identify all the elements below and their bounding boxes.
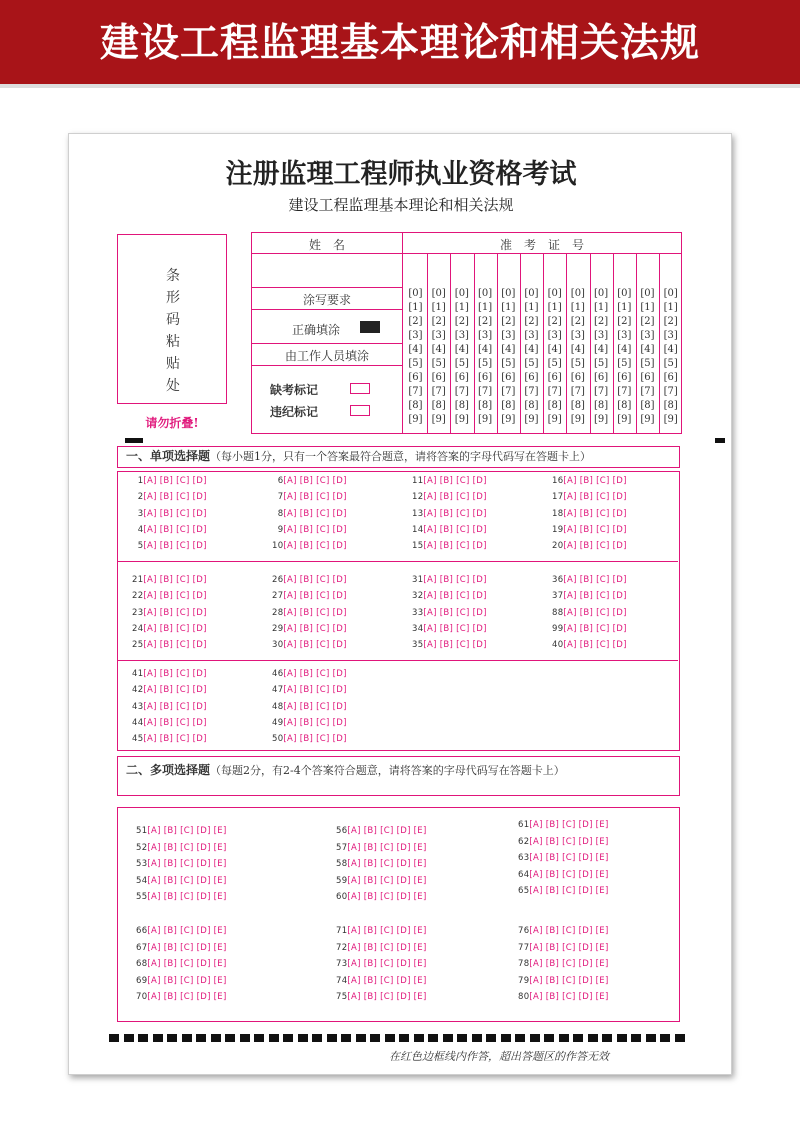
digit-bubble[interactable]: [6] xyxy=(431,372,446,383)
question-13[interactable]: 13[A] [B] [C] [D] xyxy=(412,508,487,519)
candidate-info-grid xyxy=(251,232,682,434)
digit-bubble[interactable]: [8] xyxy=(663,400,678,411)
question-21[interactable]: 21[A] [B] [C] [D] xyxy=(132,575,207,585)
digit-bubble[interactable]: [5] xyxy=(454,358,469,369)
section2-header xyxy=(117,756,680,796)
question-67[interactable]: 67[A] [B] [C] [D] [E] xyxy=(136,942,227,953)
exam-digit-column[interactable] xyxy=(566,287,589,427)
digit-bubble[interactable]: [4] xyxy=(408,344,423,355)
question-48[interactable]: 48[A] [B] [C] [D] xyxy=(272,701,347,712)
digit-bubble[interactable]: [8] xyxy=(617,400,632,411)
digit-bubble[interactable]: [9] xyxy=(454,414,469,425)
barcode-label: 条 形 码 粘 贴 处 xyxy=(166,268,180,394)
timing-mark xyxy=(312,1034,322,1042)
timing-mark xyxy=(254,1034,264,1042)
question-4[interactable]: 4[A] [B] [C] [D] xyxy=(132,524,207,535)
question-16[interactable]: 16[A] [B] [C] [D] xyxy=(552,476,627,486)
digit-bubble[interactable]: [8] xyxy=(570,400,585,411)
digit-bubble[interactable]: [8] xyxy=(524,400,539,411)
sheet-subtitle: 建设工程监理基本理论和相关法规 xyxy=(288,196,514,214)
timing-mark xyxy=(138,1034,148,1042)
question-23[interactable]: 23[A] [B] [C] [D] xyxy=(132,607,207,618)
digit-bubble[interactable]: [6] xyxy=(501,372,516,383)
question-55[interactable]: 55[A] [B] [C] [D] [E] xyxy=(136,892,227,902)
timing-mark xyxy=(660,1034,670,1042)
digit-bubble[interactable]: [2] xyxy=(454,316,469,327)
digit-bubble[interactable]: [1] xyxy=(431,302,446,313)
exam-digit-column[interactable] xyxy=(590,287,613,427)
digit-bubble[interactable]: [9] xyxy=(431,414,446,425)
question-72[interactable]: 72[A] [B] [C] [D] [E] xyxy=(336,942,427,953)
digit-bubble[interactable]: [0] xyxy=(594,288,609,299)
timing-mark xyxy=(399,1034,409,1042)
question-31[interactable]: 31[A] [B] [C] [D] xyxy=(412,575,487,585)
digit-bubble[interactable]: [4] xyxy=(640,344,655,355)
digit-bubble[interactable]: [3] xyxy=(617,330,632,341)
timing-mark xyxy=(617,1034,627,1042)
timing-mark xyxy=(515,1034,525,1042)
question-66[interactable]: 66[A] [B] [C] [D] [E] xyxy=(136,926,227,936)
question-53[interactable]: 53[A] [B] [C] [D] [E] xyxy=(136,859,227,869)
exam-digit-column[interactable] xyxy=(520,287,543,427)
digit-bubble[interactable]: [0] xyxy=(547,288,562,299)
digit-bubble[interactable]: [1] xyxy=(408,302,423,313)
timing-mark xyxy=(356,1034,366,1042)
timing-mark xyxy=(240,1034,250,1042)
digit-bubble[interactable]: [8] xyxy=(431,400,446,411)
section1-note: （每小题1分，只有一个答案最符合题意，请将答案的字母代码写在答题卡上） xyxy=(210,450,592,463)
question-65[interactable]: 65[A] [B] [C] [D] [E] xyxy=(518,886,609,896)
timing-mark xyxy=(298,1034,308,1042)
timing-mark xyxy=(559,1034,569,1042)
timing-mark xyxy=(443,1034,453,1042)
timing-mark xyxy=(196,1034,206,1042)
absent-mark-label: 缺考标记 xyxy=(270,383,319,397)
digit-bubble[interactable]: [4] xyxy=(570,344,585,355)
question-43[interactable]: 43[A] [B] [C] [D] xyxy=(132,701,207,712)
exam-digit-column[interactable] xyxy=(613,287,636,427)
fill-requirement-label: 涂写要求 xyxy=(302,293,351,307)
digit-bubble[interactable]: [7] xyxy=(617,386,632,397)
timing-mark xyxy=(109,1034,119,1042)
question-29[interactable]: 29[A] [B] [C] [D] xyxy=(272,623,347,634)
digit-bubble[interactable]: [9] xyxy=(547,414,562,425)
digit-bubble[interactable]: [6] xyxy=(524,372,539,383)
digit-bubble[interactable]: [4] xyxy=(663,344,678,355)
question-24[interactable]: 24[A] [B] [C] [D] xyxy=(132,623,207,634)
digit-bubble[interactable]: [1] xyxy=(594,302,609,313)
exam-digit-column[interactable] xyxy=(659,287,682,427)
digit-bubble[interactable]: [5] xyxy=(617,358,632,369)
digit-bubble[interactable]: [3] xyxy=(431,330,446,341)
section2-note: （每题2分，有2-4个答案符合题意，请将答案的字母代码写在答题卡上） xyxy=(210,764,565,777)
digit-bubble[interactable]: [3] xyxy=(478,330,493,341)
digit-bubble[interactable]: [3] xyxy=(501,330,516,341)
digit-bubble[interactable]: [0] xyxy=(524,288,539,299)
question-46[interactable]: 46[A] [B] [C] [D] xyxy=(272,669,347,679)
digit-bubble[interactable]: [5] xyxy=(640,358,655,369)
question-15[interactable]: 15[A] [B] [C] [D] xyxy=(412,541,487,552)
timing-mark xyxy=(414,1034,424,1042)
digit-bubble[interactable]: [4] xyxy=(478,344,493,355)
timing-mark xyxy=(182,1034,192,1042)
question-35[interactable]: 35[A] [B] [C] [D] xyxy=(412,640,487,651)
timing-mark xyxy=(428,1034,438,1042)
question-49[interactable]: 49[A] [B] [C] [D] xyxy=(272,717,347,728)
question-12[interactable]: 12[A] [B] [C] [D] xyxy=(412,492,487,503)
question-76[interactable]: 76[A] [B] [C] [D] [E] xyxy=(518,926,609,936)
name-label: 姓 名 xyxy=(308,238,345,252)
exam-digit-column[interactable] xyxy=(497,287,520,427)
digit-bubble[interactable]: [2] xyxy=(408,316,423,327)
question-6[interactable]: 6[A] [B] [C] [D] xyxy=(272,476,347,486)
timing-mark xyxy=(715,438,725,443)
digit-bubble[interactable]: [4] xyxy=(454,344,469,355)
digit-bubble[interactable]: [1] xyxy=(547,302,562,313)
no-fold-warning: 请勿折叠! xyxy=(145,416,199,430)
digit-bubble[interactable]: [9] xyxy=(594,414,609,425)
timing-mark xyxy=(133,438,143,443)
digit-bubble[interactable]: [0] xyxy=(454,288,469,299)
question-51[interactable]: 51[A] [B] [C] [D] [E] xyxy=(136,826,227,836)
digit-bubble[interactable]: [6] xyxy=(594,372,609,383)
digit-bubble[interactable]: [9] xyxy=(478,414,493,425)
digit-bubble[interactable]: [8] xyxy=(547,400,562,411)
digit-bubble[interactable]: [2] xyxy=(594,316,609,327)
digit-bubble[interactable]: [3] xyxy=(663,330,678,341)
digit-bubble[interactable]: [2] xyxy=(478,316,493,327)
question-45[interactable]: 45[A] [B] [C] [D] xyxy=(132,734,207,745)
question-10[interactable]: 10[A] [B] [C] [D] xyxy=(272,541,347,552)
question-27[interactable]: 27[A] [B] [C] [D] xyxy=(272,591,347,602)
digit-bubble[interactable]: [7] xyxy=(501,386,516,397)
digit-bubble[interactable]: [7] xyxy=(570,386,585,397)
timing-mark xyxy=(472,1034,482,1042)
digit-bubble[interactable]: [2] xyxy=(431,316,446,327)
digit-bubble[interactable]: [5] xyxy=(431,358,446,369)
absent-mark-box[interactable] xyxy=(350,383,370,394)
digit-bubble[interactable]: [8] xyxy=(501,400,516,411)
digit-bubble[interactable]: [5] xyxy=(663,358,678,369)
exam-number-label: 准 考 证 号 xyxy=(499,238,584,252)
question-1[interactable]: 1[A] [B] [C] [D] xyxy=(132,476,207,486)
digit-bubble[interactable]: [8] xyxy=(478,400,493,411)
question-62[interactable]: 62[A] [B] [C] [D] [E] xyxy=(518,836,609,847)
digit-bubble[interactable]: [2] xyxy=(640,316,655,327)
question-8[interactable]: 8[A] [B] [C] [D] xyxy=(272,508,347,519)
question-30[interactable]: 30[A] [B] [C] [D] xyxy=(272,640,347,651)
question-56[interactable]: 56[A] [B] [C] [D] [E] xyxy=(336,826,427,836)
question-68[interactable]: 68[A] [B] [C] [D] [E] xyxy=(136,959,227,969)
section1-title: 一、单项选择题 xyxy=(126,449,211,463)
correct-fill-label: 正确填涂 xyxy=(292,323,341,337)
question-20[interactable]: 20[A] [B] [C] [D] xyxy=(552,541,627,552)
digit-bubble[interactable]: [6] xyxy=(408,372,423,383)
footer-timing-marks xyxy=(109,1034,689,1044)
question-64[interactable]: 64[A] [B] [C] [D] [E] xyxy=(518,869,609,880)
timing-mark xyxy=(646,1034,656,1042)
digit-bubble[interactable]: [6] xyxy=(454,372,469,383)
timing-mark xyxy=(341,1034,351,1042)
digit-bubble[interactable]: [6] xyxy=(617,372,632,383)
question-17[interactable]: 17[A] [B] [C] [D] xyxy=(552,492,627,503)
question-11[interactable]: 11[A] [B] [C] [D] xyxy=(412,476,487,486)
digit-bubble[interactable]: [3] xyxy=(454,330,469,341)
digit-bubble[interactable]: [4] xyxy=(547,344,562,355)
digit-bubble[interactable]: [1] xyxy=(663,302,678,313)
digit-bubble[interactable]: [0] xyxy=(408,288,423,299)
digit-bubble[interactable]: [4] xyxy=(501,344,516,355)
digit-bubble[interactable]: [3] xyxy=(594,330,609,341)
banner-title: 建设工程监理基本理论和相关法规 xyxy=(99,21,700,66)
digit-bubble[interactable]: [7] xyxy=(547,386,562,397)
question-36[interactable]: 36[A] [B] [C] [D] xyxy=(552,575,627,585)
digit-bubble[interactable]: [5] xyxy=(524,358,539,369)
exam-digit-column[interactable] xyxy=(636,287,659,427)
timing-mark xyxy=(370,1034,380,1042)
question-75[interactable]: 75[A] [B] [C] [D] [E] xyxy=(336,992,427,1002)
digit-bubble[interactable]: [6] xyxy=(547,372,562,383)
digit-bubble[interactable]: [5] xyxy=(408,358,423,369)
question-59[interactable]: 59[A] [B] [C] [D] [E] xyxy=(336,875,427,886)
question-42[interactable]: 42[A] [B] [C] [D] xyxy=(132,685,207,696)
question-70[interactable]: 70[A] [B] [C] [D] [E] xyxy=(136,992,227,1002)
correct-fill-sample xyxy=(360,321,380,333)
digit-bubble[interactable]: [8] xyxy=(454,400,469,411)
digit-bubble[interactable]: [7] xyxy=(640,386,655,397)
digit-bubble[interactable]: [0] xyxy=(663,288,678,299)
digit-bubble[interactable]: [7] xyxy=(454,386,469,397)
digit-bubble[interactable]: [4] xyxy=(594,344,609,355)
question-44[interactable]: 44[A] [B] [C] [D] xyxy=(132,717,207,728)
question-73[interactable]: 73[A] [B] [C] [D] [E] xyxy=(336,959,427,969)
question-77[interactable]: 77[A] [B] [C] [D] [E] xyxy=(518,942,609,953)
timing-mark xyxy=(457,1034,467,1042)
question-47[interactable]: 47[A] [B] [C] [D] xyxy=(272,685,347,696)
digit-bubble[interactable]: [2] xyxy=(663,316,678,327)
section1-header xyxy=(117,446,680,468)
violation-mark-box[interactable] xyxy=(350,405,370,416)
question-63[interactable]: 63[A] [B] [C] [D] [E] xyxy=(518,853,609,863)
question-41[interactable]: 41[A] [B] [C] [D] xyxy=(132,669,207,679)
digit-bubble[interactable]: [2] xyxy=(547,316,562,327)
digit-bubble[interactable]: [0] xyxy=(640,288,655,299)
question-9[interactable]: 9[A] [B] [C] [D] xyxy=(272,524,347,535)
timing-mark xyxy=(530,1034,540,1042)
timing-mark xyxy=(602,1034,612,1042)
exam-digit-column[interactable] xyxy=(450,287,473,427)
digit-bubble[interactable]: [3] xyxy=(524,330,539,341)
timing-mark xyxy=(675,1034,685,1042)
digit-bubble[interactable]: [9] xyxy=(501,414,516,425)
digit-bubble[interactable]: [1] xyxy=(524,302,539,313)
digit-bubble[interactable]: [6] xyxy=(570,372,585,383)
digit-bubble[interactable]: [9] xyxy=(663,414,678,425)
digit-bubble[interactable]: [3] xyxy=(570,330,585,341)
question-37[interactable]: 37[A] [B] [C] [D] xyxy=(552,591,627,602)
question-25[interactable]: 25[A] [B] [C] [D] xyxy=(132,640,207,651)
question-18[interactable]: 18[A] [B] [C] [D] xyxy=(552,508,627,519)
timing-mark xyxy=(486,1034,496,1042)
timing-mark xyxy=(631,1034,641,1042)
digit-bubble[interactable]: [9] xyxy=(570,414,585,425)
timing-mark xyxy=(501,1034,511,1042)
exam-digit-column[interactable] xyxy=(404,287,427,427)
timing-mark xyxy=(225,1034,235,1042)
question-71[interactable]: 71[A] [B] [C] [D] [E] xyxy=(336,926,427,936)
timing-mark xyxy=(573,1034,583,1042)
question-14[interactable]: 14[A] [B] [C] [D] xyxy=(412,524,487,535)
digit-bubble[interactable]: [5] xyxy=(478,358,493,369)
digit-bubble[interactable]: [4] xyxy=(431,344,446,355)
digit-bubble[interactable]: [2] xyxy=(501,316,516,327)
digit-bubble[interactable]: [9] xyxy=(408,414,423,425)
digit-bubble[interactable]: [2] xyxy=(570,316,585,327)
digit-bubble[interactable]: [0] xyxy=(478,288,493,299)
exam-digit-column[interactable] xyxy=(474,287,497,427)
digit-bubble[interactable]: [6] xyxy=(640,372,655,383)
question-2[interactable]: 2[A] [B] [C] [D] xyxy=(132,492,207,503)
question-3[interactable]: 3[A] [B] [C] [D] xyxy=(132,508,207,519)
digit-bubble[interactable]: [8] xyxy=(594,400,609,411)
question-34[interactable]: 34[A] [B] [C] [D] xyxy=(412,623,487,634)
question-40[interactable]: 40[A] [B] [C] [D] xyxy=(552,640,627,651)
question-50[interactable]: 50[A] [B] [C] [D] xyxy=(272,734,347,745)
digit-bubble[interactable]: [3] xyxy=(640,330,655,341)
question-19[interactable]: 19[A] [B] [C] [D] xyxy=(552,524,627,535)
digit-bubble[interactable]: [9] xyxy=(640,414,655,425)
digit-bubble[interactable]: [7] xyxy=(594,386,609,397)
question-54[interactable]: 54[A] [B] [C] [D] [E] xyxy=(136,875,227,886)
digit-bubble[interactable]: [9] xyxy=(524,414,539,425)
question-22[interactable]: 22[A] [B] [C] [D] xyxy=(132,591,207,602)
staff-fill-label: 由工作人员填涂 xyxy=(284,349,369,363)
footer-note: 在红色边框线内作答，超出答题区的作答无效 xyxy=(389,1050,609,1063)
timing-mark xyxy=(153,1034,163,1042)
question-74[interactable]: 74[A] [B] [C] [D] [E] xyxy=(336,975,427,986)
question-26[interactable]: 26[A] [B] [C] [D] xyxy=(272,575,347,585)
digit-bubble[interactable]: [1] xyxy=(478,302,493,313)
question-7[interactable]: 7[A] [B] [C] [D] xyxy=(272,492,347,503)
digit-bubble[interactable]: [0] xyxy=(501,288,516,299)
timing-mark xyxy=(124,1034,134,1042)
title-banner xyxy=(0,0,800,88)
digit-bubble[interactable]: [1] xyxy=(570,302,585,313)
question-58[interactable]: 58[A] [B] [C] [D] [E] xyxy=(336,859,427,869)
single-choice-block xyxy=(117,471,680,751)
section2-title: 二、多项选择题 xyxy=(126,763,211,777)
answer-sheet xyxy=(68,133,732,1075)
timing-mark xyxy=(269,1034,279,1042)
question-69[interactable]: 69[A] [B] [C] [D] [E] xyxy=(136,975,227,986)
digit-bubble[interactable]: [7] xyxy=(408,386,423,397)
question-79[interactable]: 79[A] [B] [C] [D] [E] xyxy=(518,975,609,986)
question-33[interactable]: 33[A] [B] [C] [D] xyxy=(412,607,487,618)
digit-bubble[interactable]: [1] xyxy=(454,302,469,313)
question-5[interactable]: 5[A] [B] [C] [D] xyxy=(132,541,207,552)
timing-mark xyxy=(211,1034,221,1042)
digit-bubble[interactable]: [5] xyxy=(501,358,516,369)
exam-digit-column[interactable] xyxy=(543,287,566,427)
digit-bubble[interactable]: [0] xyxy=(431,288,446,299)
digit-bubble[interactable]: [2] xyxy=(617,316,632,327)
digit-bubble[interactable]: [1] xyxy=(640,302,655,313)
digit-bubble[interactable]: [5] xyxy=(594,358,609,369)
digit-bubble[interactable]: [0] xyxy=(570,288,585,299)
digit-bubble[interactable]: [5] xyxy=(547,358,562,369)
digit-bubble[interactable]: [7] xyxy=(663,386,678,397)
timing-mark xyxy=(588,1034,598,1042)
digit-bubble[interactable]: [3] xyxy=(547,330,562,341)
digit-bubble[interactable]: [1] xyxy=(617,302,632,313)
digit-bubble[interactable]: [7] xyxy=(431,386,446,397)
digit-bubble[interactable]: [7] xyxy=(524,386,539,397)
timing-mark xyxy=(327,1034,337,1042)
timing-mark xyxy=(283,1034,293,1042)
question-32[interactable]: 32[A] [B] [C] [D] xyxy=(412,591,487,602)
digit-bubble[interactable]: [4] xyxy=(617,344,632,355)
question-52[interactable]: 52[A] [B] [C] [D] [E] xyxy=(136,842,227,853)
question-28[interactable]: 28[A] [B] [C] [D] xyxy=(272,607,347,618)
digit-bubble[interactable]: [6] xyxy=(663,372,678,383)
digit-bubble[interactable]: [5] xyxy=(570,358,585,369)
barcode-area xyxy=(117,234,227,404)
digit-bubble[interactable]: [3] xyxy=(408,330,423,341)
question-80[interactable]: 80[A] [B] [C] [D] [E] xyxy=(518,992,609,1002)
question-60[interactable]: 60[A] [B] [C] [D] [E] xyxy=(336,892,427,902)
digit-bubble[interactable]: [2] xyxy=(524,316,539,327)
timing-mark xyxy=(385,1034,395,1042)
timing-mark xyxy=(167,1034,177,1042)
digit-bubble[interactable]: [0] xyxy=(617,288,632,299)
question-61[interactable]: 61[A] [B] [C] [D] [E] xyxy=(518,820,609,830)
digit-bubble[interactable]: [7] xyxy=(478,386,493,397)
digit-bubble[interactable]: [9] xyxy=(617,414,632,425)
question-99[interactable]: 99[A] [B] [C] [D] xyxy=(552,623,627,634)
digit-bubble[interactable]: [4] xyxy=(524,344,539,355)
digit-bubble[interactable]: [1] xyxy=(501,302,516,313)
question-57[interactable]: 57[A] [B] [C] [D] [E] xyxy=(336,842,427,853)
sheet-title: 注册监理工程师执业资格考试 xyxy=(225,159,577,190)
question-78[interactable]: 78[A] [B] [C] [D] [E] xyxy=(518,959,609,969)
exam-digit-column[interactable] xyxy=(427,287,450,427)
name-field[interactable] xyxy=(252,254,402,287)
digit-bubble[interactable]: [8] xyxy=(640,400,655,411)
digit-bubble[interactable]: [6] xyxy=(478,372,493,383)
question-88[interactable]: 88[A] [B] [C] [D] xyxy=(552,607,627,618)
timing-mark xyxy=(544,1034,554,1042)
violation-mark-label: 违纪标记 xyxy=(270,405,319,419)
multi-choice-block xyxy=(117,807,680,1022)
digit-bubble[interactable]: [8] xyxy=(408,400,423,411)
